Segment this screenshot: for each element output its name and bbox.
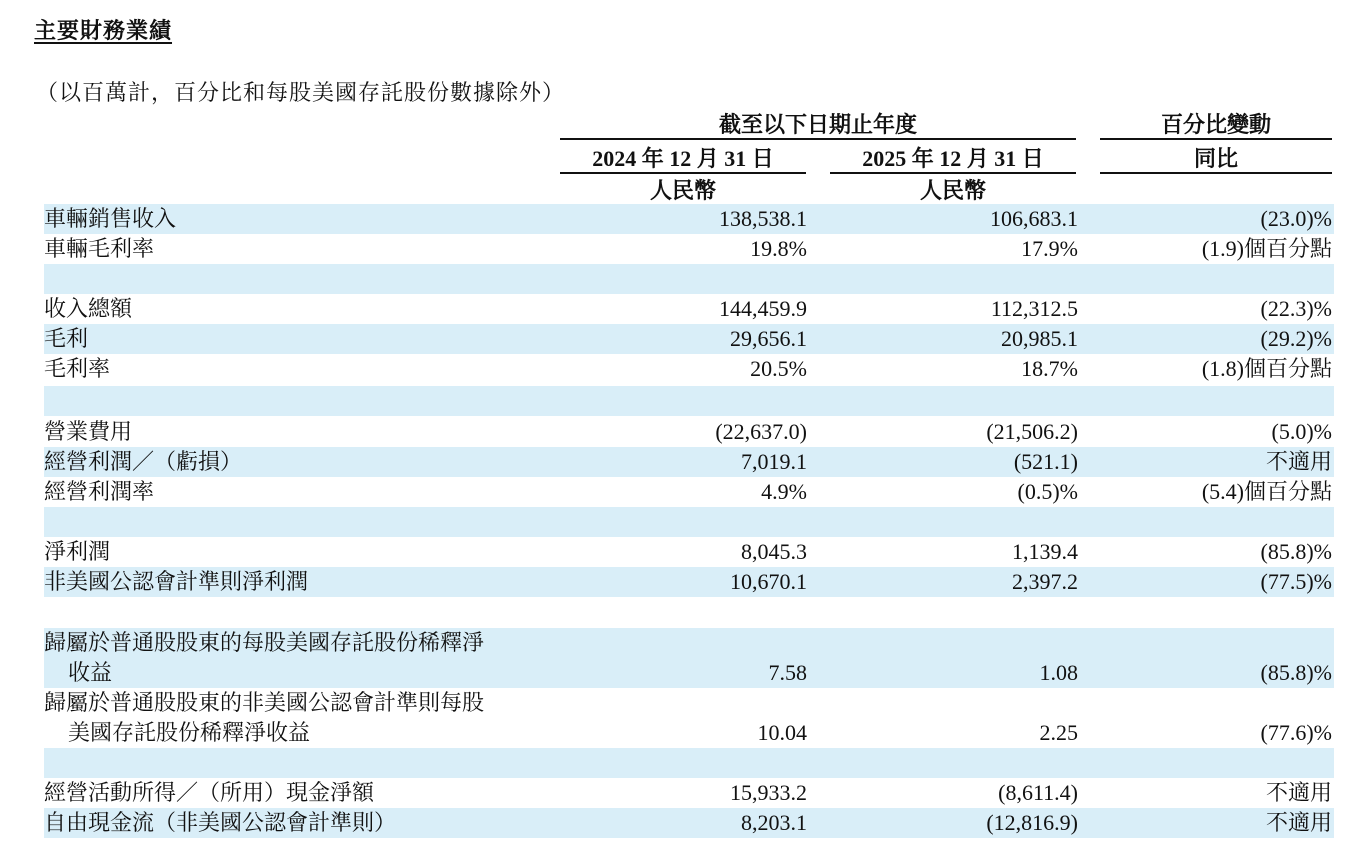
value-2024: (22,637.0): [715, 419, 807, 444]
value-2024: 7,019.1: [741, 449, 807, 474]
value-2024: 4.9%: [761, 479, 807, 504]
value-2024: 15,933.2: [730, 780, 807, 805]
table-row-gross-profit: [44, 324, 1334, 354]
row-label: [44, 628, 564, 688]
col-yoy-rule: [1100, 172, 1332, 174]
col-2024-date: 2024 年 12 月 31 日: [592, 146, 774, 171]
value-change: (77.6)%: [1260, 720, 1332, 745]
value-change: (29.2)%: [1260, 326, 1332, 351]
value-2025: (0.5)%: [1017, 479, 1078, 504]
col-2024-currency: 人民幣: [649, 178, 716, 203]
value-2024: 20.5%: [750, 356, 807, 381]
spacer-row: [44, 507, 1334, 537]
row-label-line2: 收益: [68, 660, 113, 685]
row-label: 非美國公認會計準則淨利潤: [44, 569, 309, 594]
row-label: 經營利潤率: [44, 479, 155, 504]
change-group-header: 百分比變動: [1160, 112, 1271, 137]
table-row-non-gaap-net-income: [44, 567, 1334, 597]
value-change: (85.8)%: [1260, 660, 1332, 685]
col-yoy-label: 同比: [1193, 146, 1238, 171]
row-label-line2: 美國存託股份稀釋淨收益: [68, 720, 311, 745]
spacer-row: [44, 264, 1334, 294]
value-2024: 29,656.1: [730, 326, 807, 351]
row-label: 毛利率: [44, 356, 111, 381]
value-2024: 8,045.3: [741, 539, 807, 564]
value-2024: 10.04: [757, 720, 807, 745]
row-label: 營業費用: [44, 419, 133, 444]
spacer-row: [44, 748, 1334, 778]
value-2024: 10,670.1: [730, 569, 807, 594]
table-row-gross-margin: [44, 354, 1334, 384]
spacer-row: [44, 386, 1334, 416]
value-2025: (21,506.2): [986, 419, 1078, 444]
table-row-operating-margin: [44, 477, 1334, 507]
row-label-line1: 歸屬於普通股股東的非美國公認會計準則每股: [44, 690, 485, 715]
row-label: 收入總額: [44, 296, 133, 321]
row-label: 經營利潤／（虧損）: [44, 449, 243, 474]
table-row-diluted-eps-ads: [44, 628, 1334, 688]
table-row-vehicle-margin: [44, 234, 1334, 264]
row-label: 淨利潤: [44, 539, 111, 564]
value-2024: 19.8%: [750, 236, 807, 261]
row-label: 自由現金流（非美國公認會計準則）: [44, 810, 397, 835]
value-2025: 112,312.5: [990, 296, 1078, 321]
value-change: (5.4)個百分點: [1201, 479, 1332, 504]
table-subtitle: （以百萬計，百分比和每股美國存託股份數據除外）: [36, 80, 566, 105]
value-change: 不適用: [1265, 810, 1332, 835]
value-2025: (12,816.9): [986, 810, 1078, 835]
value-2025: (521.1): [1013, 449, 1078, 474]
value-2024: 8,203.1: [741, 810, 807, 835]
table-row-total-revenue: [44, 294, 1334, 324]
table-row-operating-income: [44, 447, 1334, 477]
value-2024: 138,538.1: [719, 206, 807, 231]
table-row-operating-cash-flow: [44, 778, 1334, 808]
value-2025: 18.7%: [1021, 356, 1078, 381]
row-label-line1: 歸屬於普通股股東的每股美國存託股份稀釋淨: [44, 630, 485, 655]
value-2025: 1.08: [1039, 660, 1078, 685]
value-2025: 20,985.1: [1001, 326, 1078, 351]
table-row-operating-expenses: [44, 417, 1334, 447]
table-row-vehicle-sales: [44, 204, 1334, 234]
value-change: (1.9)個百分點: [1201, 236, 1332, 261]
value-2025: 1,139.4: [1012, 539, 1078, 564]
page-title: 主要財務業績: [34, 18, 173, 43]
col-2025-date: 2025 年 12 月 31 日: [862, 146, 1044, 171]
value-change: (23.0)%: [1260, 206, 1332, 231]
value-change: (5.0)%: [1271, 419, 1332, 444]
table-row-free-cash-flow: [44, 808, 1334, 838]
period-group-rule: [560, 138, 1076, 140]
row-label: 經營活動所得／（所用）現金淨額: [44, 780, 375, 805]
change-group-rule: [1100, 138, 1332, 140]
row-label: [44, 688, 564, 748]
table-row-non-gaap-diluted-eps-ads: [44, 688, 1334, 748]
value-2025: 2,397.2: [1012, 569, 1078, 594]
row-label: 毛利: [44, 326, 89, 351]
value-change: (77.5)%: [1260, 569, 1332, 594]
col-2025-currency: 人民幣: [919, 178, 986, 203]
table-row-net-income: [44, 537, 1334, 567]
value-2025: (8,611.4): [998, 780, 1078, 805]
value-2025: 17.9%: [1021, 236, 1078, 261]
row-label: 車輛銷售收入: [44, 206, 177, 231]
row-label: 車輛毛利率: [44, 236, 155, 261]
value-2024: 144,459.9: [719, 296, 807, 321]
value-change: 不適用: [1265, 449, 1332, 474]
value-2025: 2.25: [1039, 720, 1078, 745]
value-2024: 7.58: [768, 660, 807, 685]
value-change: 不適用: [1265, 780, 1332, 805]
value-change: (22.3)%: [1260, 296, 1332, 321]
value-change: (85.8)%: [1260, 539, 1332, 564]
value-change: (1.8)個百分點: [1201, 356, 1332, 381]
period-group-header: 截至以下日期止年度: [718, 112, 917, 137]
value-2025: 106,683.1: [990, 206, 1078, 231]
